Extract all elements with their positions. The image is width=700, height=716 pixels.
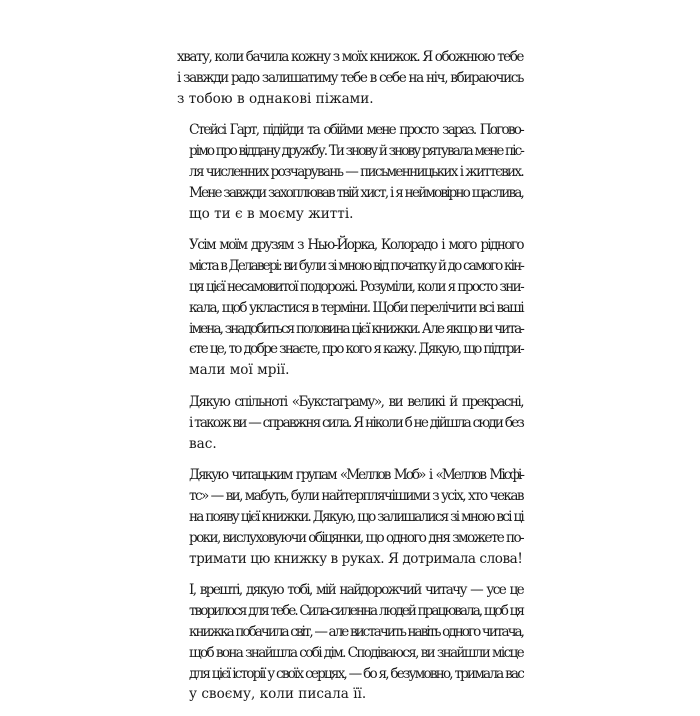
text-line: Дякую спільноті «Букстаграму», ви великі й прекрасні, [189,393,523,410]
text-line: творилося для тебе. Сила-силенна людей працювала, щоб ця [189,603,523,620]
text-line: ля численних розчарувань — письменницьких і життєвих. [189,163,523,180]
paragraph [177,580,523,705]
text-line: тс» — ви, мабуть, були найтерплячішими з усіх, хто чекав [189,488,523,505]
text-line: хвату, коли бачила кожну з моїх книжок. Я обожнюю тебе [177,49,523,65]
text-line: щоб вона знайшла собі дім. Сподіваюся, ви знайшли місце [189,644,523,661]
text-line: книжка побачила світ, — але вистачить навіть одного читача, [189,623,523,640]
text-line: у своєму, коли писала її. [189,686,367,703]
paragraph [177,465,523,569]
text-line: імена, знадобиться половина цієї книжки. Але якщо ви чита- [189,320,523,337]
text-line: Усім моїм друзям з Нью-Йорка, Колорадо і мого рідного [189,237,523,254]
text-line: кала, щоб укластися в терміни. Щоби перелічити всі ваші [189,299,523,316]
text-line: Стейсі Гарт, підійди та обійми мене просто зараз. Погово- [189,122,523,139]
text-line: мали мої мрії. [189,362,290,379]
text-line: міста в Делавері: ви були зі мною від початку й до самого кін- [189,258,523,275]
text-line: ця цієї несамовитої подорожі. Розуміли, коли я просто зни- [189,278,523,295]
text-line: І, врешті, дякую тобі, мій найдорожчий читачу — усе це [189,582,523,599]
text-line: роки, вислуховуючи обіцянки, що одного дня зможете по- [189,529,523,546]
text-line: і завжди радо залишатиму тебе в себе на ніч, вбираючись [177,69,523,86]
text-line: тримати цю книжку в руках. Я дотримала слова! [189,550,523,567]
text-line: на появу цієї книжки. Дякую, що залишалися зі мною всі ці [189,508,523,525]
text-line: для цієї історії у своїх серцях, — бо я, безумовно, тримала вас [189,665,523,682]
text-line: Мене завжди захоплював твій хист, і я неймовірно щаслива, [189,184,523,201]
text-line: що ти є в моєму житті. [189,205,354,222]
text-line: єте це, то добре знаєте, про кого я кажу. Дякую, що підтри- [189,341,523,358]
text-line: вас. [189,435,217,452]
paragraph [177,235,523,381]
text-line: і також ви — справжня сила. Я ніколи б не дійшла сюди без [189,414,523,431]
paragraph [177,47,523,109]
paragraph [177,120,523,224]
acknowledgements-text [177,47,523,716]
text-line: Дякую читацьким групам «Меллов Моб» і «Меллов Місфі- [189,467,523,484]
paragraph [177,392,523,454]
text-line: з тобою в однакові піжами. [177,90,374,107]
text-line: рімо про віддану дружбу. Ти знову й знову рятувала мене піс- [189,143,523,160]
